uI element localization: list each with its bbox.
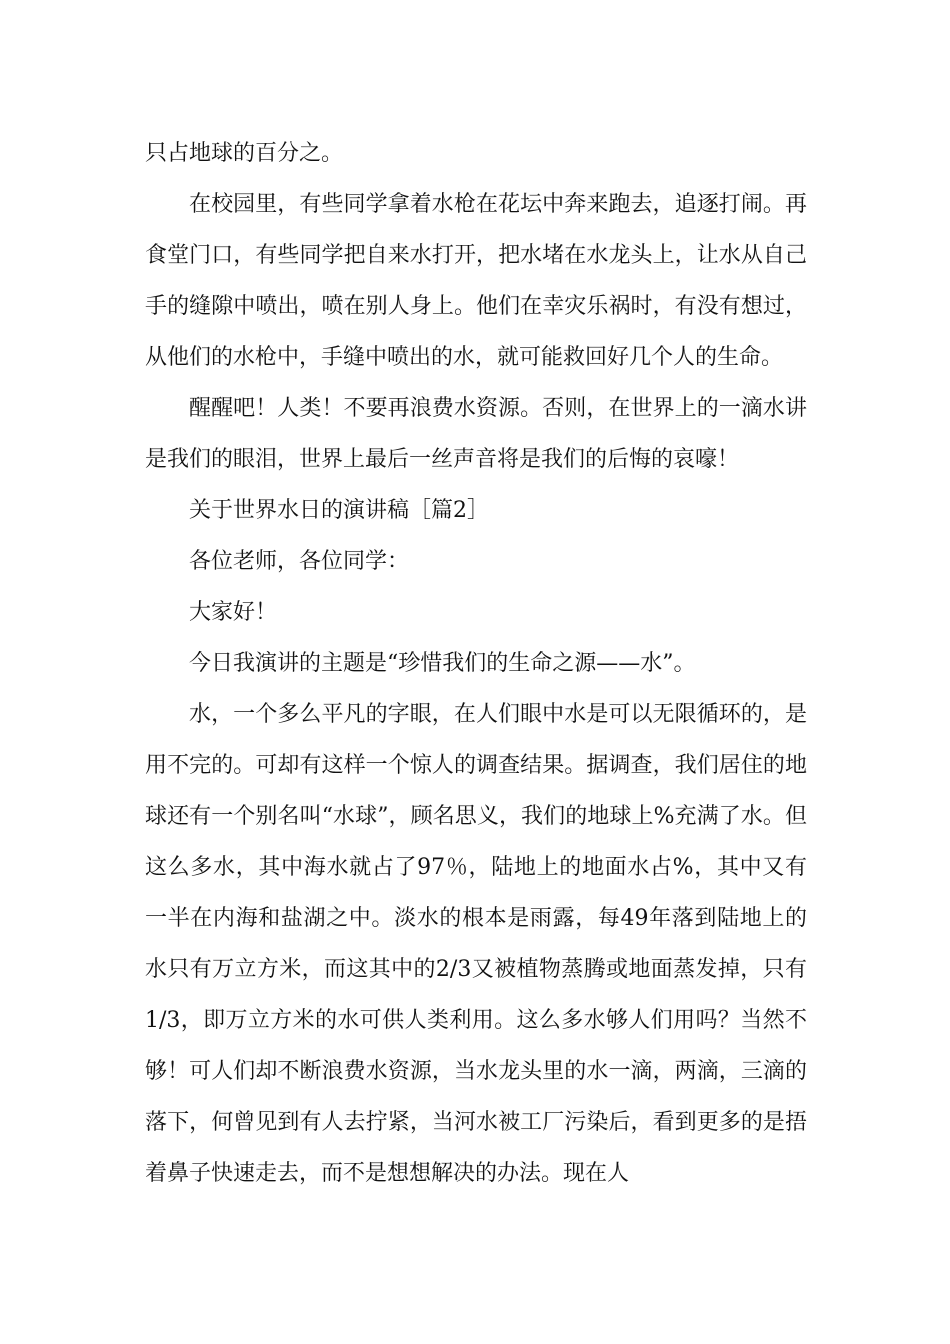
- salutation: 各位老师，各位同学：: [189, 549, 410, 574]
- paragraph-2: 在校园里，有些同学拿着水枪在花坛中奔来跑去，追逐打闹。再食堂门口，有些同学把自来水打开，把水堵在水龙头上，让水从自己手的缝隙中喷出，喷在别人身上。他们在幸灾乐祸时，有没有想过，从他们的水枪中，手缝中喷出的水，就可能救回好几个人的生命。: [145, 192, 807, 370]
- theme-statement: 今日我演讲的主题是“珍惜我们的生命之源——水”。: [189, 651, 696, 676]
- paragraph-1: 只占地球的百分之。: [145, 141, 344, 166]
- document-body: [145, 128, 807, 1199]
- section-heading: 关于世界水日的演讲稿［篇2］: [189, 498, 489, 523]
- paragraph-body: 水，一个多么平凡的字眼，在人们眼中水是可以无限循环的，是用不完的。可却有这样一个惊人的调查结果。据调查，我们居住的地球还有一个别名叫“水球”，顾名思义，我们的地球上%充满了水。但这么多水，其中海水就占了97％，陆地上的地面水占%，其中又有一半在内海和盐湖之中。淡水的根本是雨露，每49年落到陆地上的水只有万立方米，而这其中的2/3又被植物蒸腾或地面蒸发掉，只有1/3，即万立方米的水可供人类利用。这么多水够人们用吗？当然不够！可人们却不断浪费水资源，当水龙头里的水一滴，两滴，三滴的落下，何曾见到有人去拧紧，当河水被工厂污染后，看到更多的是捂着鼻子快速走去，而不是想想解决的办法。现在人: [145, 702, 807, 1186]
- greeting: 大家好！: [189, 600, 278, 625]
- paragraph-3: 醒醒吧！人类！不要再浪费水资源。否则，在世界上的一滴水讲是我们的眼泪，世界上最后一丝声音将是我们的后悔的哀嚎！: [145, 396, 807, 472]
